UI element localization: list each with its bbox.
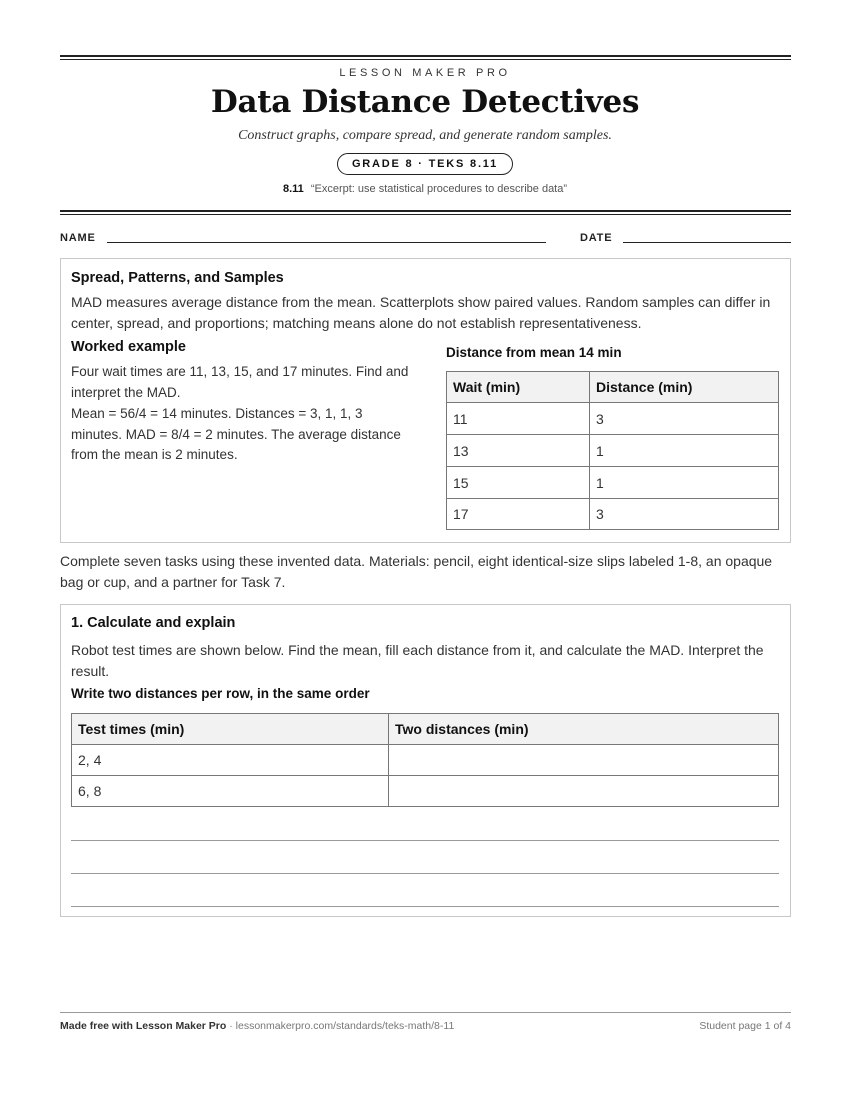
header-top-rule: [60, 55, 791, 60]
table-header-cell: Distance (min): [590, 372, 779, 403]
table-row: [72, 776, 779, 807]
answer-line[interactable]: [71, 906, 779, 907]
footer-made-with: Made free with Lesson Maker Pro: [60, 1020, 227, 1032]
table-cell: 3: [590, 499, 779, 530]
table-header-row: [447, 372, 779, 403]
table-cell: 2, 4: [72, 745, 389, 776]
table-header-cell: Wait (min): [447, 372, 590, 403]
header-bottom-rule: [60, 210, 791, 215]
table-cell: 3: [590, 403, 779, 435]
table-cell: 1: [590, 435, 779, 467]
footer-credit: [60, 1020, 454, 1032]
table-row: [447, 467, 779, 499]
task1-title: 1. Calculate and explain: [71, 615, 236, 631]
answer-line[interactable]: [71, 873, 779, 874]
table-cell: 11: [447, 403, 590, 435]
intro-text: MAD measures average distance from the mean. Scatterplots show paired values. Random samples can differ in center, spread, and proportions; matching means alone do not establish representativeness.: [71, 294, 771, 331]
name-label: NAME: [60, 232, 96, 244]
footer-rule: [60, 1012, 791, 1013]
worked-example-title: Worked example: [71, 339, 186, 355]
worked-example-problem: Four wait times are 11, 13, 15, and 17 minutes. Find and interpret the MAD.: [71, 364, 409, 400]
table-cell: 15: [447, 467, 590, 499]
brand-label: LESSON MAKER PRO: [339, 67, 511, 79]
standard-code: 8.11: [282, 183, 304, 195]
date-label: DATE: [580, 232, 613, 244]
footer-url: · lessonmakerpro.com/standards/teks-math/8-11: [226, 1020, 455, 1032]
table-row: [447, 435, 779, 467]
page-subtitle: Construct graphs, compare spread, and generate random samples.: [238, 128, 612, 143]
page-number: Student page 1 of 4: [699, 1020, 791, 1032]
intro-title: Spread, Patterns, and Samples: [71, 270, 284, 286]
table-header-row: [72, 714, 779, 745]
table-row: [447, 403, 779, 435]
table-cell: 6, 8: [72, 776, 389, 807]
name-field[interactable]: [107, 242, 546, 243]
table-row: [447, 499, 779, 530]
intro-box: [60, 258, 791, 543]
grade-badge-container: [0, 153, 850, 175]
task1-box: [60, 604, 791, 917]
example-table-caption: Distance from mean 14 min: [446, 345, 622, 360]
answer-cell[interactable]: [389, 745, 779, 776]
standard-text: “Excerpt: use statistical procedures to describe data”: [310, 183, 568, 195]
worked-example-solution: Mean = 56/4 = 14 minutes. Distances = 3, 1, 1, 3 minutes. MAD = 8/4 = 2 minutes. The average distance from the mean is 2 minutes.: [71, 406, 401, 462]
example-table: [446, 371, 779, 530]
date-field[interactable]: [623, 242, 791, 243]
table-cell: 1: [590, 467, 779, 499]
answer-cell[interactable]: [389, 776, 779, 807]
task1-text: Robot test times are shown below. Find the mean, fill each distance from it, and calculate the MAD. Interpret the result.: [71, 642, 764, 679]
task1-table-caption: Write two distances per row, in the same order: [71, 686, 370, 701]
answer-line[interactable]: [71, 840, 779, 841]
task1-table: [71, 713, 779, 807]
standard-line: [0, 183, 850, 195]
page-title: Data Distance Detectives: [210, 84, 640, 120]
table-header-cell: Test times (min): [72, 714, 389, 745]
table-header-cell: Two distances (min): [389, 714, 779, 745]
table-row: [72, 745, 779, 776]
table-cell: 17: [447, 499, 590, 530]
grade-badge: GRADE 8 · TEKS 8.11: [337, 153, 513, 175]
table-cell: 13: [447, 435, 590, 467]
instructions-text: Complete seven tasks using these invented data. Materials: pencil, eight identical-size slips labeled 1-8, an opaque bag or cup, and a partner for Task 7.: [60, 553, 773, 590]
